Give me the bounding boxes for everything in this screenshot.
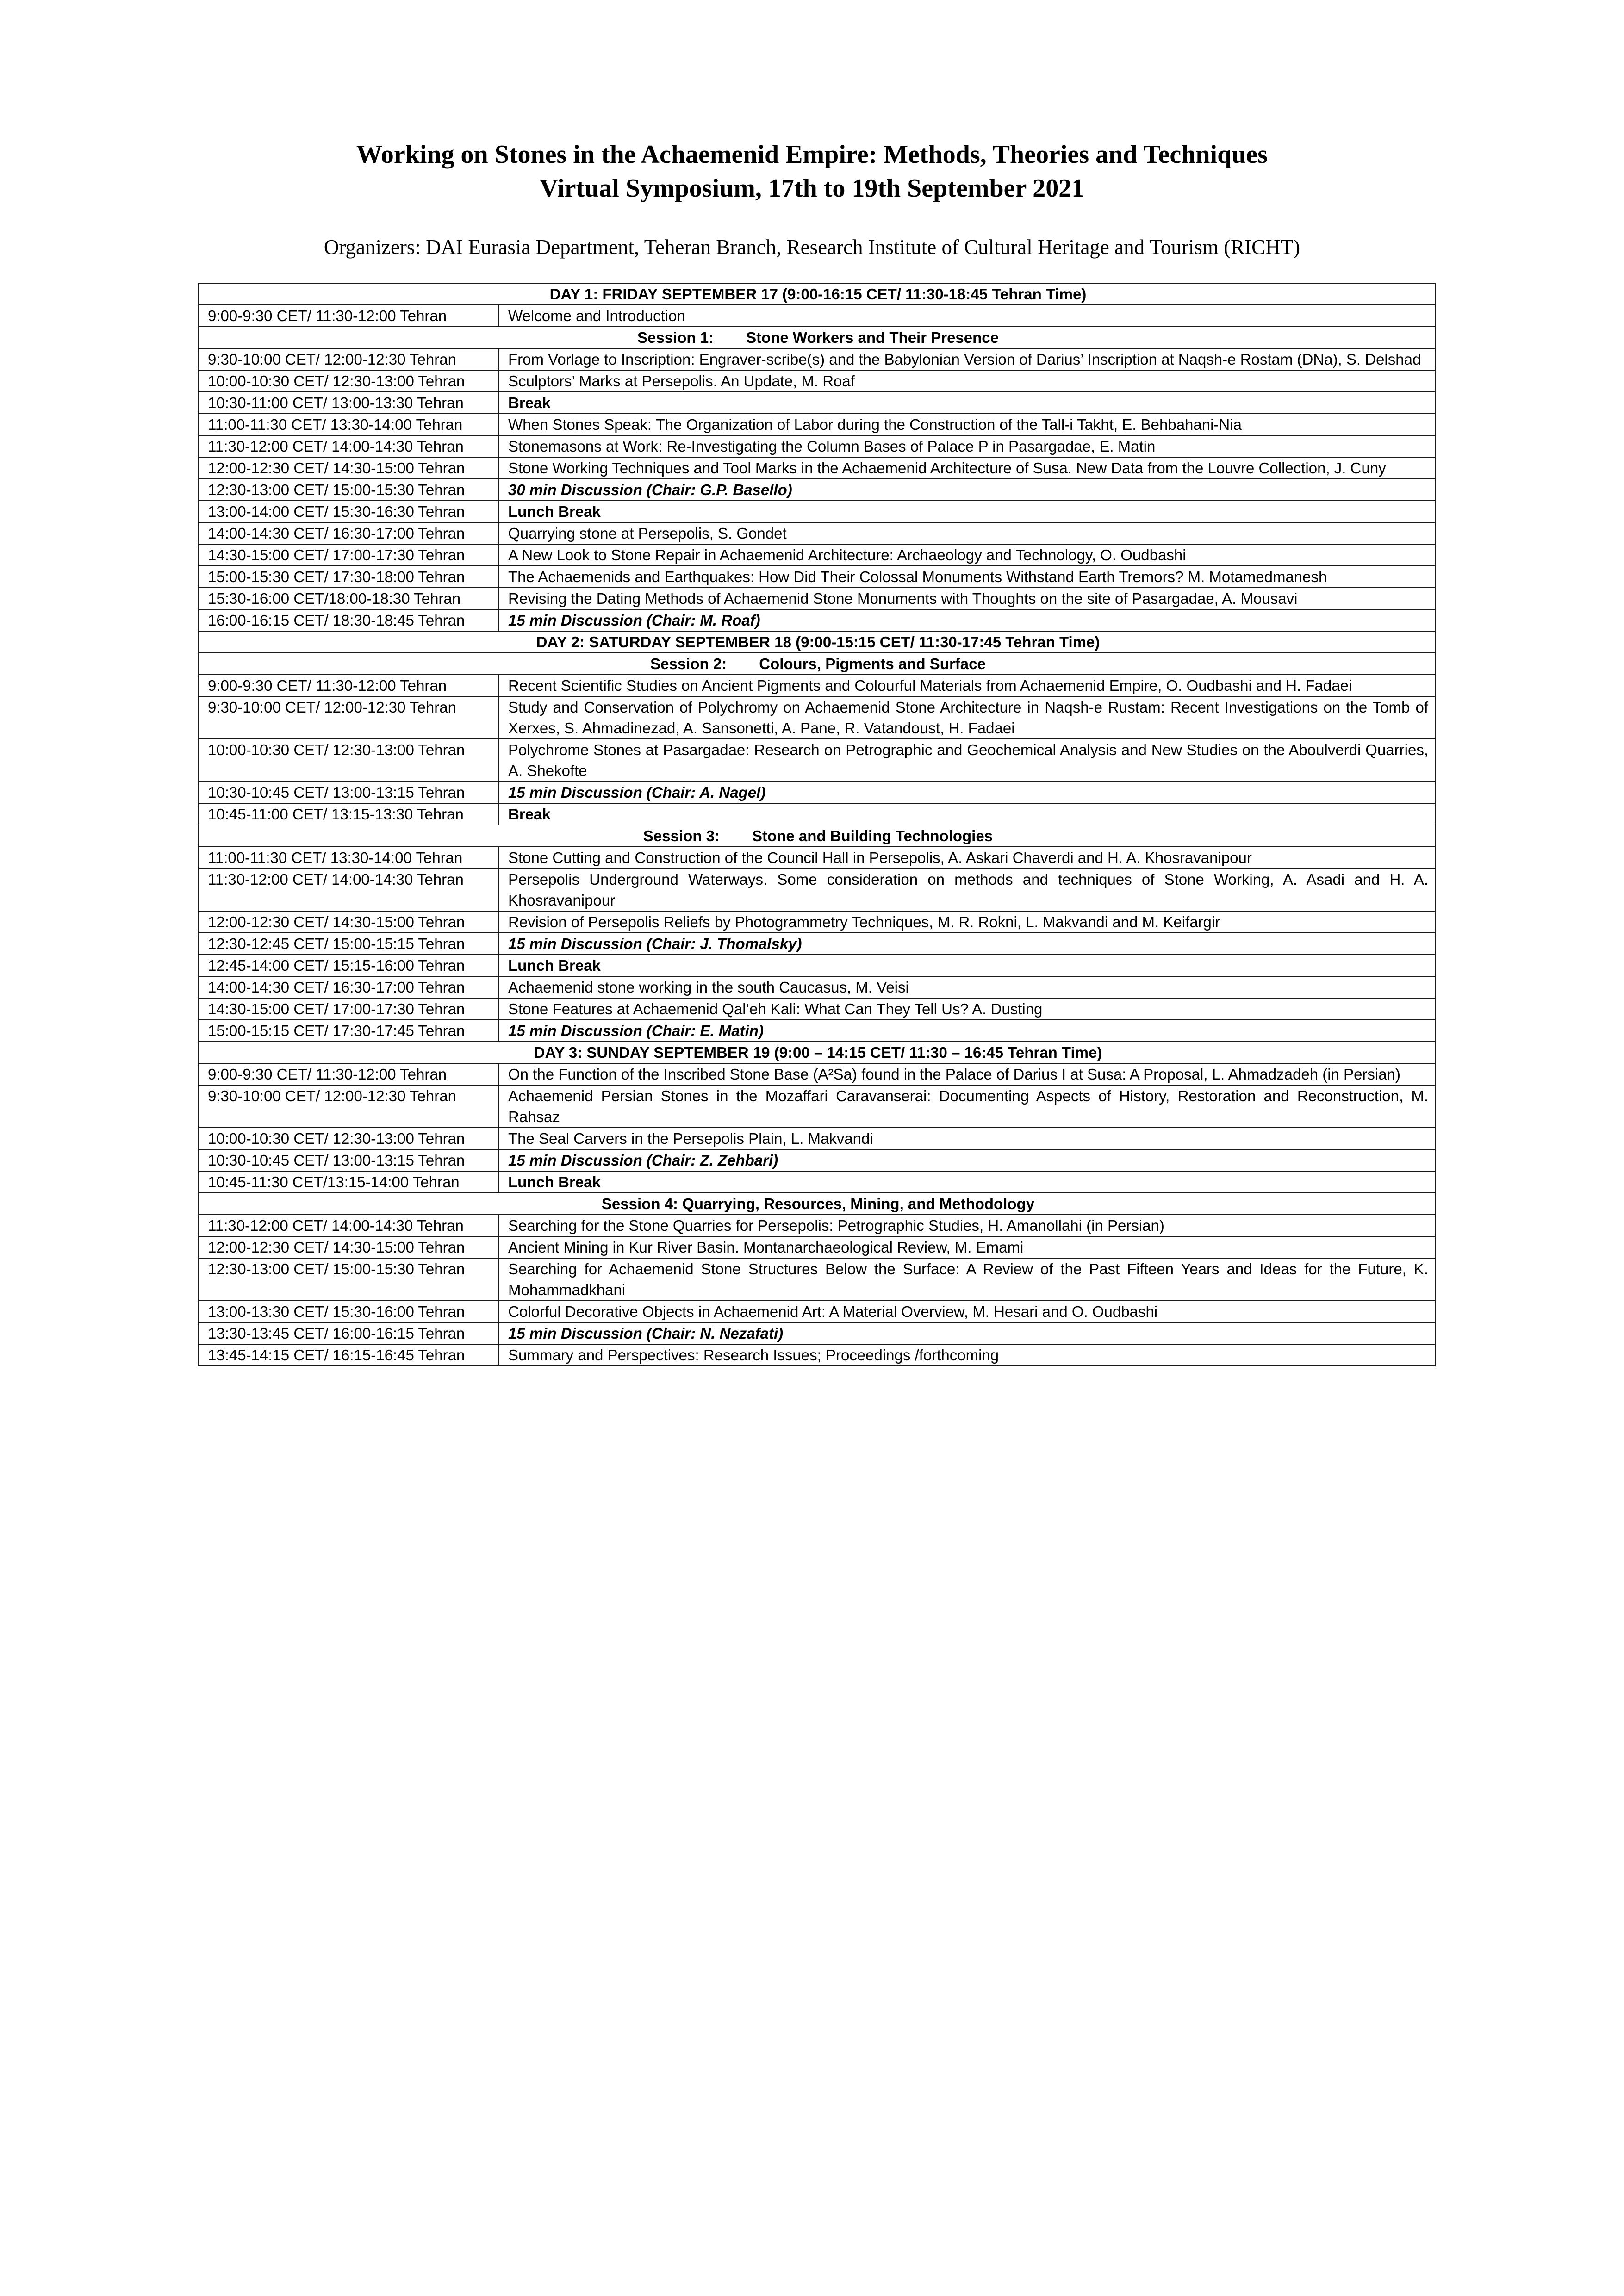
day-heading-row xyxy=(198,283,1435,305)
schedule-row xyxy=(198,522,1435,544)
talk-title: Stone Features at Achaemenid Qal’eh Kali: What Can They Tell Us? A. Dusting xyxy=(498,998,1435,1020)
time-slot: 15:00-15:15 CET/ 17:30-17:45 Tehran xyxy=(198,1020,498,1042)
discussion-label: 15 min Discussion (Chair: N. Nezafati) xyxy=(498,1322,1435,1344)
session-heading xyxy=(198,653,1435,675)
time-slot: 9:00-9:30 CET/ 11:30-12:00 Tehran xyxy=(198,675,498,696)
schedule-row xyxy=(198,955,1435,976)
schedule-row xyxy=(198,435,1435,457)
talk-title: Polychrome Stones at Pasargadae: Research on Petrographic and Geochemical Analysis and New Studies on the Aboulverdi Quarries, A. Shekofte xyxy=(498,739,1435,782)
time-slot: 16:00-16:15 CET/ 18:30-18:45 Tehran xyxy=(198,609,498,631)
schedule-row xyxy=(198,414,1435,435)
schedule-row xyxy=(198,1301,1435,1322)
talk-title: Summary and Perspectives: Research Issues; Proceedings /forthcoming xyxy=(498,1344,1435,1366)
talk-title: Study and Conservation of Polychromy on Achaemenid Stone Architecture in Naqsh-e Rustam: Recent Investigations on the Tomb of Xerxes, S. Ahmadinezad, A. Sansonetti, A. Pane, R. Vatandoust, H. Fadaei xyxy=(498,696,1435,739)
discussion-label: 15 min Discussion (Chair: E. Matin) xyxy=(498,1020,1435,1042)
day-heading: DAY 2: SATURDAY SEPTEMBER 18 (9:00-15:15 CET/ 11:30-17:45 Tehran Time) xyxy=(198,631,1435,653)
time-slot: 10:30-10:45 CET/ 13:00-13:15 Tehran xyxy=(198,1149,498,1171)
discussion-label: 15 min Discussion (Chair: A. Nagel) xyxy=(498,782,1435,803)
schedule-row xyxy=(198,847,1435,869)
title-line-main: Working on Stones in the Achaemenid Empire: Methods, Theories and Techniques xyxy=(356,140,1268,169)
day-heading: DAY 1: FRIDAY SEPTEMBER 17 (9:00-16:15 CET/ 11:30-18:45 Tehran Time) xyxy=(198,283,1435,305)
title-line-event: Virtual Symposium, 17th to 19th September 2021 xyxy=(539,174,1085,203)
talk-title: Searching for the Stone Quarries for Persepolis: Petrographic Studies, H. Amanollahi (in Persian) xyxy=(498,1215,1435,1236)
time-slot: 12:30-13:00 CET/ 15:00-15:30 Tehran xyxy=(198,1258,498,1301)
time-slot: 12:00-12:30 CET/ 14:30-15:00 Tehran xyxy=(198,457,498,479)
schedule-row xyxy=(198,392,1435,414)
organizers-line: Organizers: DAI Eurasia Department, Teheran Branch, Research Institute of Cultural Heritage and Tourism (RICHT) xyxy=(324,236,1300,259)
break-label: Lunch Break xyxy=(498,1171,1435,1193)
time-slot: 10:45-11:00 CET/ 13:15-13:30 Tehran xyxy=(198,803,498,825)
talk-title: Sculptors’ Marks at Persepolis. An Update, M. Roaf xyxy=(498,370,1435,392)
schedule-row xyxy=(198,803,1435,825)
schedule-row xyxy=(198,1063,1435,1085)
break-label: Lunch Break xyxy=(498,501,1435,522)
session-heading-row xyxy=(198,653,1435,675)
schedule-row xyxy=(198,911,1435,933)
talk-title: A New Look to Stone Repair in Achaemenid Architecture: Archaeology and Technology, O. Oudbashi xyxy=(498,544,1435,566)
time-slot: 14:30-15:00 CET/ 17:00-17:30 Tehran xyxy=(198,998,498,1020)
time-slot: 13:00-13:30 CET/ 15:30-16:00 Tehran xyxy=(198,1301,498,1322)
schedule-row xyxy=(198,457,1435,479)
schedule-row xyxy=(198,544,1435,566)
talk-title: From Vorlage to Inscription: Engraver-scribe(s) and the Babylonian Version of Darius’ Inscription at Naqsh-e Rostam (DNa), S. Delshad xyxy=(498,348,1435,370)
time-slot: 13:45-14:15 CET/ 16:15-16:45 Tehran xyxy=(198,1344,498,1366)
time-slot: 10:30-10:45 CET/ 13:00-13:15 Tehran xyxy=(198,782,498,803)
schedule-row xyxy=(198,1344,1435,1366)
talk-title: Ancient Mining in Kur River Basin. Montanarchaeological Review, M. Emami xyxy=(498,1236,1435,1258)
time-slot: 11:30-12:00 CET/ 14:00-14:30 Tehran xyxy=(198,1215,498,1236)
time-slot: 15:30-16:00 CET/18:00-18:30 Tehran xyxy=(198,588,498,609)
time-slot: 11:00-11:30 CET/ 13:30-14:00 Tehran xyxy=(198,847,498,869)
time-slot: 9:30-10:00 CET/ 12:00-12:30 Tehran xyxy=(198,348,498,370)
session-title: Colours, Pigments and Surface xyxy=(759,655,986,672)
schedule-row xyxy=(198,1322,1435,1344)
talk-title: Revision of Persepolis Reliefs by Photogrammetry Techniques, M. R. Rokni, L. Makvandi and M. Keifargir xyxy=(498,911,1435,933)
time-slot: 9:00-9:30 CET/ 11:30-12:00 Tehran xyxy=(198,305,498,327)
schedule-row xyxy=(198,1215,1435,1236)
day-heading: DAY 3: SUNDAY SEPTEMBER 19 (9:00 – 14:15 CET/ 11:30 – 16:45 Tehran Time) xyxy=(198,1042,1435,1063)
day-heading-row xyxy=(198,1042,1435,1063)
schedule-row xyxy=(198,609,1435,631)
session-heading-text: Session 4: Quarrying, Resources, Mining, and Methodology xyxy=(601,1195,1035,1212)
time-slot: 14:00-14:30 CET/ 16:30-17:00 Tehran xyxy=(198,522,498,544)
document-title xyxy=(0,138,1624,205)
schedule-row xyxy=(198,1258,1435,1301)
talk-title: Stone Cutting and Construction of the Council Hall in Persepolis, A. Askari Chaverdi and H. A. Khosravanipour xyxy=(498,847,1435,869)
time-slot: 12:00-12:30 CET/ 14:30-15:00 Tehran xyxy=(198,911,498,933)
session-heading xyxy=(198,1193,1435,1215)
time-slot: 10:00-10:30 CET/ 12:30-13:00 Tehran xyxy=(198,739,498,782)
session-heading-row xyxy=(198,1193,1435,1215)
time-slot: 15:00-15:30 CET/ 17:30-18:00 Tehran xyxy=(198,566,498,588)
break-label: Lunch Break xyxy=(498,955,1435,976)
program-table xyxy=(198,283,1436,1366)
time-slot: 11:30-12:00 CET/ 14:00-14:30 Tehran xyxy=(198,869,498,911)
schedule-row xyxy=(198,501,1435,522)
time-slot: 12:30-13:00 CET/ 15:00-15:30 Tehran xyxy=(198,479,498,501)
schedule-row xyxy=(198,976,1435,998)
discussion-label: 15 min Discussion (Chair: M. Roaf) xyxy=(498,609,1435,631)
day-heading-row xyxy=(198,631,1435,653)
talk-title: Quarrying stone at Persepolis, S. Gondet xyxy=(498,522,1435,544)
time-slot: 9:30-10:00 CET/ 12:00-12:30 Tehran xyxy=(198,696,498,739)
schedule-row xyxy=(198,370,1435,392)
schedule-row xyxy=(198,739,1435,782)
program-body xyxy=(198,283,1435,1366)
talk-title: Stone Working Techniques and Tool Marks in the Achaemenid Architecture of Susa. New Data from the Louvre Collection, J. Cuny xyxy=(498,457,1435,479)
time-slot: 10:30-11:00 CET/ 13:00-13:30 Tehran xyxy=(198,392,498,414)
session-heading-row xyxy=(198,327,1435,348)
schedule-row xyxy=(198,933,1435,955)
discussion-label: 15 min Discussion (Chair: Z. Zehbari) xyxy=(498,1149,1435,1171)
time-slot: 11:00-11:30 CET/ 13:30-14:00 Tehran xyxy=(198,414,498,435)
time-slot: 14:00-14:30 CET/ 16:30-17:00 Tehran xyxy=(198,976,498,998)
talk-title: Persepolis Underground Waterways. Some consideration on methods and techniques of Stone Working, A. Asadi and H. A. Khosravanipour xyxy=(498,869,1435,911)
schedule-row xyxy=(198,1149,1435,1171)
schedule-row xyxy=(198,675,1435,696)
schedule-row xyxy=(198,998,1435,1020)
time-slot: 10:00-10:30 CET/ 12:30-13:00 Tehran xyxy=(198,370,498,392)
session-heading-row xyxy=(198,825,1435,847)
schedule-row xyxy=(198,1171,1435,1193)
session-heading xyxy=(198,327,1435,348)
talk-title: Achaemenid Persian Stones in the Mozaffari Caravanserai: Documenting Aspects of History, Restoration and Reconstruction, M. Rahsaz xyxy=(498,1085,1435,1128)
schedule-row xyxy=(198,566,1435,588)
schedule-row xyxy=(198,348,1435,370)
talk-title: Achaemenid stone working in the south Caucasus, M. Veisi xyxy=(498,976,1435,998)
talk-title: Recent Scientific Studies on Ancient Pigments and Colourful Materials from Achaemenid Empire, O. Oudbashi and H. Fadaei xyxy=(498,675,1435,696)
time-slot: 13:30-13:45 CET/ 16:00-16:15 Tehran xyxy=(198,1322,498,1344)
talk-title: When Stones Speak: The Organization of Labor during the Construction of the Tall-i Takht, E. Behbahani-Nia xyxy=(498,414,1435,435)
talk-title: Colorful Decorative Objects in Achaemenid Art: A Material Overview, M. Hesari and O. Oudbashi xyxy=(498,1301,1435,1322)
time-slot: 12:30-12:45 CET/ 15:00-15:15 Tehran xyxy=(198,933,498,955)
schedule-row xyxy=(198,1085,1435,1128)
time-slot: 9:30-10:00 CET/ 12:00-12:30 Tehran xyxy=(198,1085,498,1128)
schedule-row xyxy=(198,1236,1435,1258)
schedule-row xyxy=(198,479,1435,501)
schedule-row xyxy=(198,869,1435,911)
time-slot: 10:00-10:30 CET/ 12:30-13:00 Tehran xyxy=(198,1128,498,1149)
time-slot: 10:45-11:30 CET/13:15-14:00 Tehran xyxy=(198,1171,498,1193)
break-label: Break xyxy=(498,392,1435,414)
talk-title: The Achaemenids and Earthquakes: How Did Their Colossal Monuments Withstand Earth Tremors? M. Motamedmanesh xyxy=(498,566,1435,588)
time-slot: 11:30-12:00 CET/ 14:00-14:30 Tehran xyxy=(198,435,498,457)
talk-title: Revising the Dating Methods of Achaemenid Stone Monuments with Thoughts on the site of Pasargadae, A. Mousavi xyxy=(498,588,1435,609)
time-slot: 14:30-15:00 CET/ 17:00-17:30 Tehran xyxy=(198,544,498,566)
schedule-row xyxy=(198,305,1435,327)
session-label: Session 1: xyxy=(637,329,714,346)
session-title: Stone Workers and Their Presence xyxy=(746,329,999,346)
talk-title: Searching for Achaemenid Stone Structures Below the Surface: A Review of the Past Fifteen Years and Ideas for the Future, K. Mohammadkhani xyxy=(498,1258,1435,1301)
time-slot: 12:45-14:00 CET/ 15:15-16:00 Tehran xyxy=(198,955,498,976)
talk-title: The Seal Carvers in the Persepolis Plain, L. Makvandi xyxy=(498,1128,1435,1149)
talk-title: Welcome and Introduction xyxy=(498,305,1435,327)
schedule-row xyxy=(198,1020,1435,1042)
discussion-label: 30 min Discussion (Chair: G.P. Basello) xyxy=(498,479,1435,501)
time-slot: 9:00-9:30 CET/ 11:30-12:00 Tehran xyxy=(198,1063,498,1085)
session-title: Stone and Building Technologies xyxy=(752,827,993,844)
session-heading xyxy=(198,825,1435,847)
talk-title: Stonemasons at Work: Re-Investigating the Column Bases of Palace P in Pasargadae, E. Matin xyxy=(498,435,1435,457)
discussion-label: 15 min Discussion (Chair: J. Thomalsky) xyxy=(498,933,1435,955)
break-label: Break xyxy=(498,803,1435,825)
session-label: Session 2: xyxy=(650,655,727,672)
session-label: Session 3: xyxy=(643,827,720,844)
schedule-row xyxy=(198,696,1435,739)
schedule-row xyxy=(198,782,1435,803)
schedule-row xyxy=(198,588,1435,609)
schedule-row xyxy=(198,1128,1435,1149)
talk-title: On the Function of the Inscribed Stone Base (A²Sa) found in the Palace of Darius I at Susa: A Proposal, L. Ahmadzadeh (in Persian) xyxy=(498,1063,1435,1085)
time-slot: 13:00-14:00 CET/ 15:30-16:30 Tehran xyxy=(198,501,498,522)
time-slot: 12:00-12:30 CET/ 14:30-15:00 Tehran xyxy=(198,1236,498,1258)
